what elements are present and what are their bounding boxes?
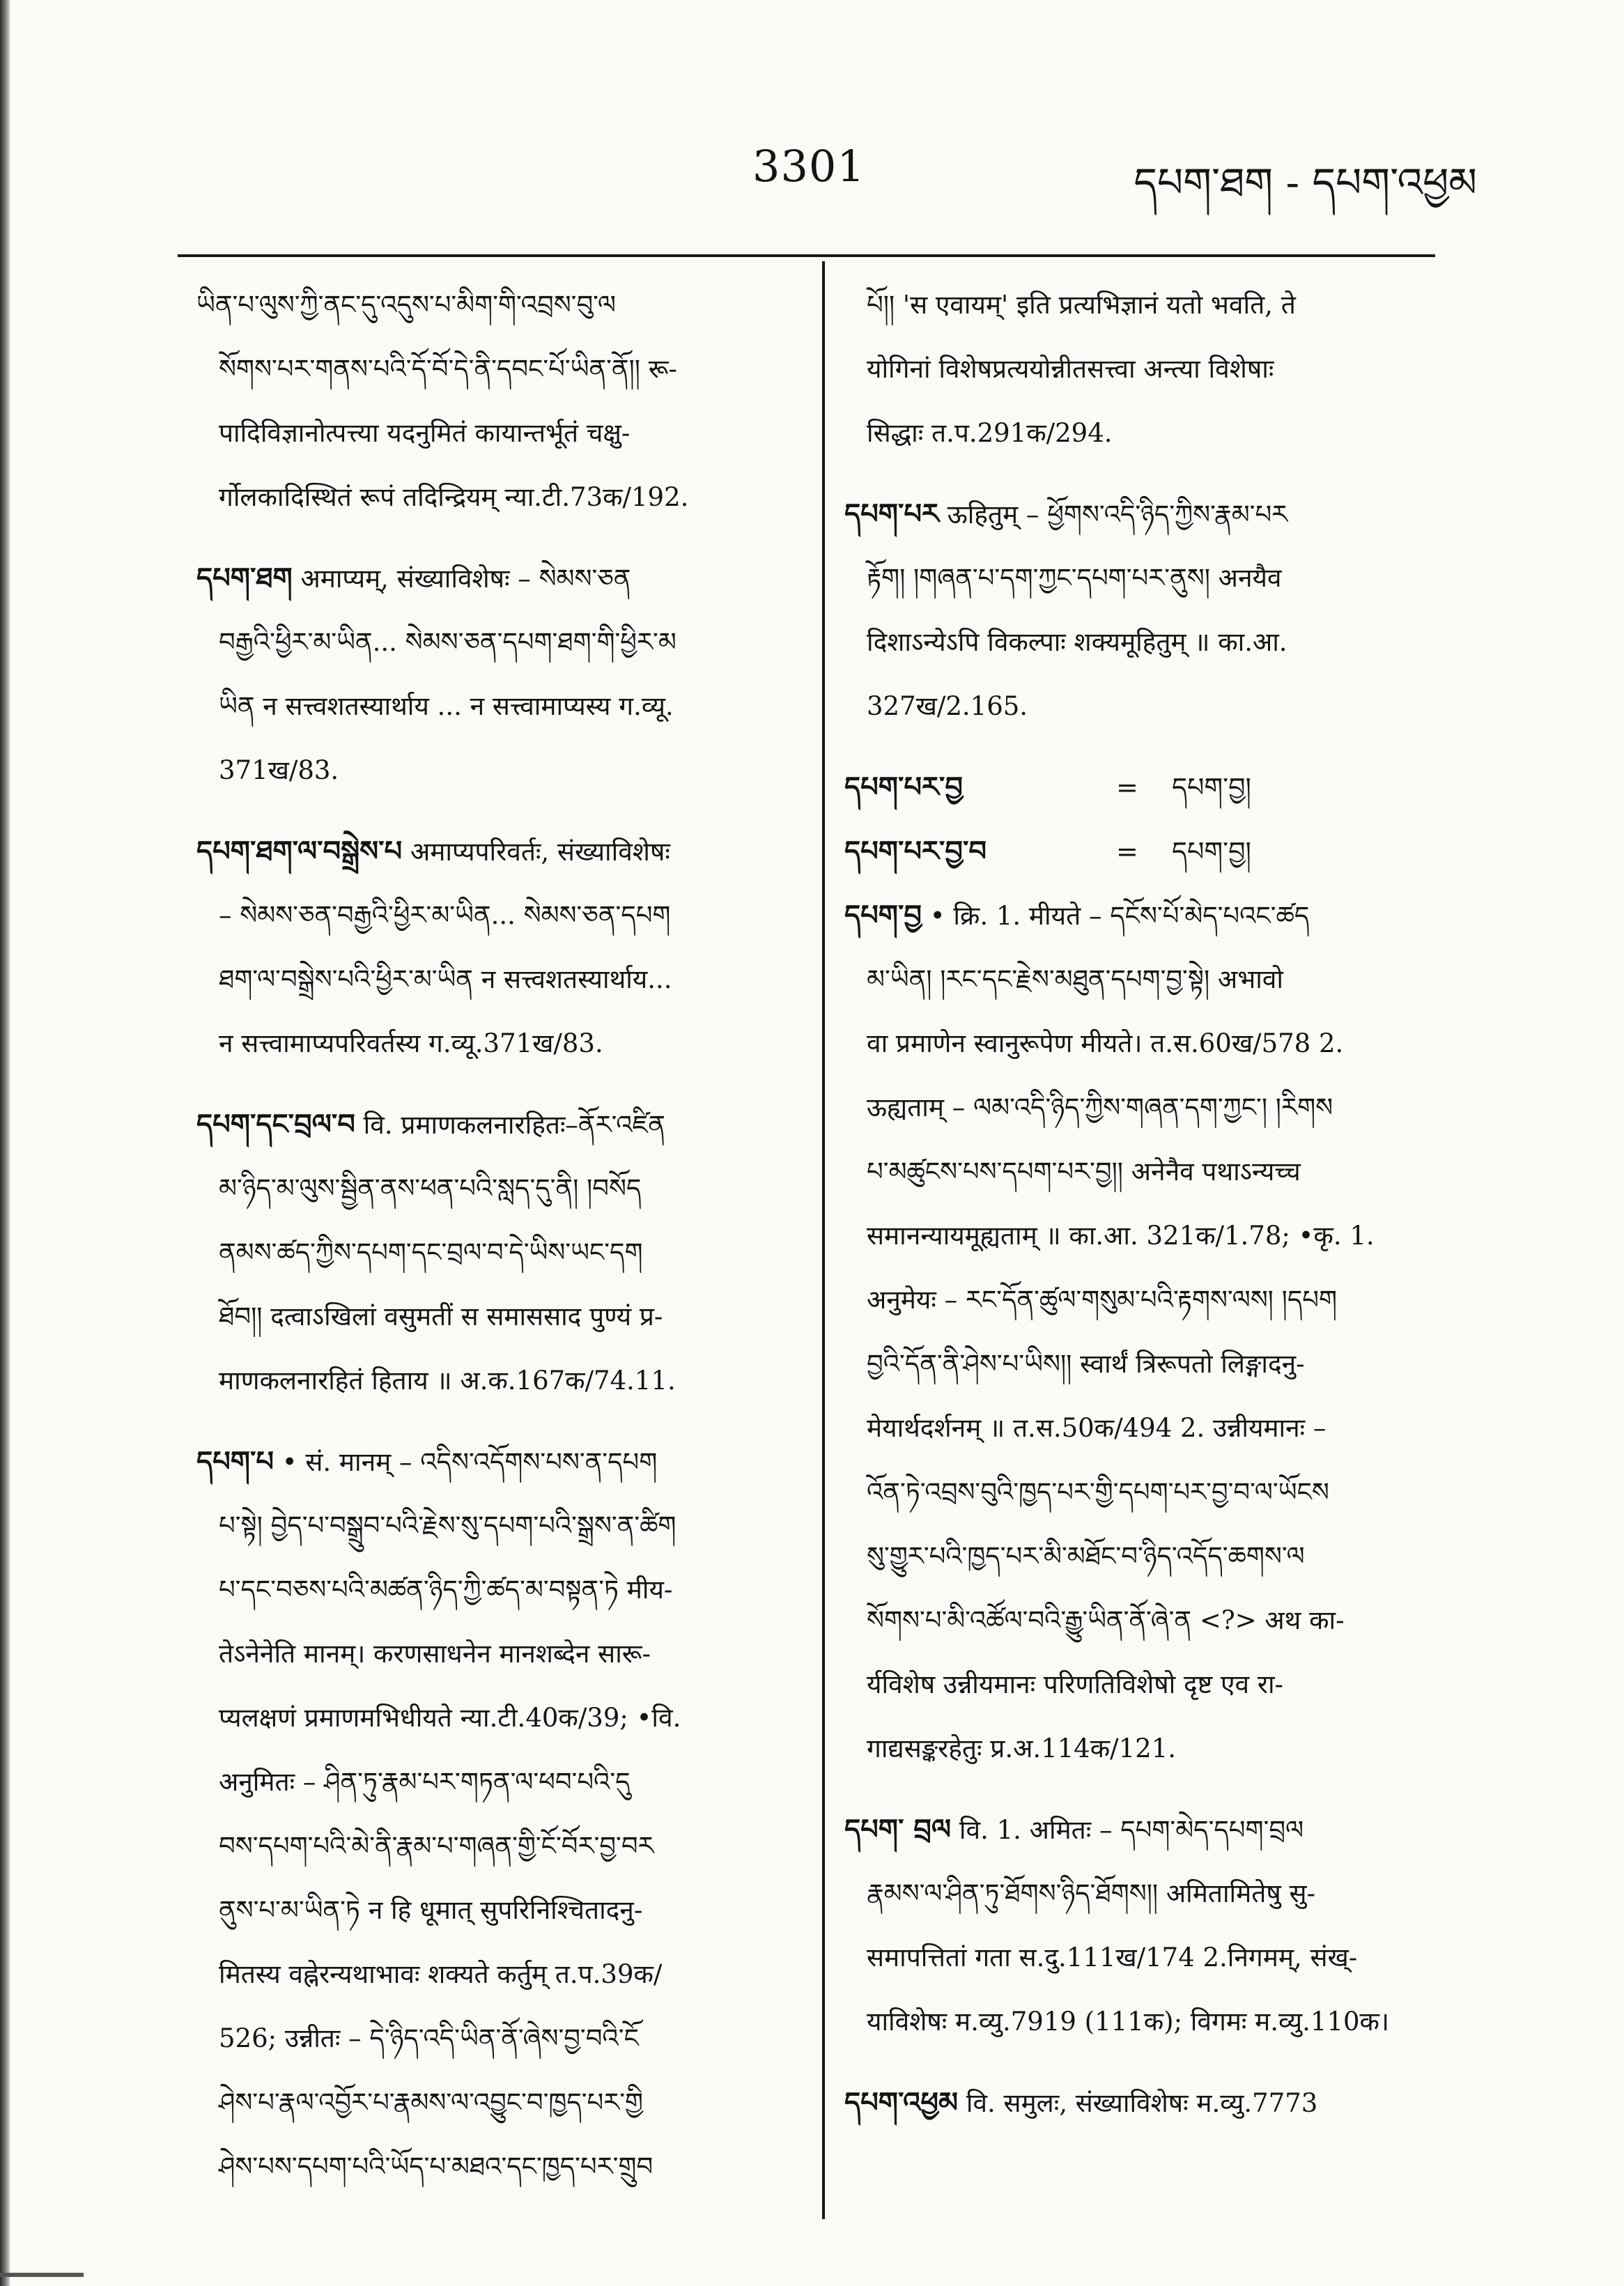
entry-text-line <box>196 1814 799 1878</box>
entry-headline <box>196 819 799 883</box>
entry-text-line <box>844 1140 1457 1204</box>
entry-text-line <box>196 610 799 674</box>
entry-gap <box>844 1781 1457 1798</box>
entry-text-line <box>196 1012 799 1076</box>
entry-text: समापत्तितां गता स.दु.111ख/174 2.निगमम्, संख्- <box>867 1943 1358 1972</box>
entry-text-line <box>844 1589 1457 1653</box>
entry-text: अनुमेयः – རང་དོན་ཚུལ་གསུམ་པའི་རྟགས་ལས། །དཔག <box>867 1285 1338 1315</box>
entry-text-line <box>196 1558 799 1622</box>
entry-text-line <box>196 1878 799 1943</box>
entry-text-line <box>196 1349 799 1413</box>
entry-text-line <box>844 401 1457 465</box>
cross-reference-entry <box>844 819 1457 883</box>
entry-text: ऊहितुम् – ཕྱོགས་འདི་ཉིད་ཀྱིས་རྣམ་པར <box>938 500 1288 530</box>
entry-text: अमाप्यपरिवर्तः, संख्याविशेषः <box>402 837 670 867</box>
entry-text: माणकलनारहितं हिताय ॥ अ.क.167क/74.11. <box>219 1366 676 1396</box>
entry-text: अमाप्यम्, संख्याविशेषः – སེམས་ཅན <box>292 564 631 594</box>
entry-text-line <box>844 273 1457 337</box>
entry-text-line <box>844 337 1457 401</box>
entry-text: न सत्त्वामाप्यपरिवर्तस्य ग.व्यू.371ख/83. <box>219 1028 603 1058</box>
entry-text: समानन्यायमूह्यताम् ॥ का.आ. 321क/1.78; •कृ. 1. <box>867 1221 1375 1251</box>
entry-text: བས་དཔག་པའི་མེ་ནི་རྣམ་པ་གཞན་གྱི་ངོ་བོར་བྱ་བར <box>219 1831 654 1861</box>
entry-text: སོགས་པར་གནས་པའི་དོ་བོ་དེ་ནི་དབང་པོ་ཡིན་ནོ།། रू- <box>219 354 678 384</box>
entry-text-line <box>196 2071 799 2135</box>
headword: དཔག་པར་བྱ <box>844 771 963 803</box>
entry-text: 327ख/2.165. <box>867 691 1028 721</box>
entry-text-line <box>844 1012 1457 1076</box>
scan-edge-shadow <box>0 0 10 2286</box>
equals-sign: = <box>1116 836 1138 867</box>
entry-text-line <box>844 1204 1457 1268</box>
headword: དཔག་པར་བྱ་བ <box>844 835 987 867</box>
entry-text-line <box>844 674 1457 739</box>
entry-text: རྟོག། །གཞན་པ་དག་ཀྱང་དཔག་པར་ནུས། अनयैव <box>867 563 1282 593</box>
entry-headline <box>844 2071 1457 2135</box>
entry-text-line <box>196 948 799 1012</box>
header-rule <box>178 254 1435 257</box>
entry-text: अनुमितः – ཤིན་ཏུ་རྣམ་པར་གཏན་ལ་ཕབ་པའི་དུ <box>219 1767 631 1797</box>
entry-text-line <box>196 1750 799 1814</box>
entry-text: འོན་ཏེ་འབྲས་བུའི་ཁྱད་པར་གྱི་དཔག་པར་བྱ་བ་ལ་ཡོངས <box>867 1477 1329 1507</box>
cross-reference-target: དཔག་བྱ། <box>1172 772 1251 803</box>
entry-text: सिद्धाः त.प.291क/294. <box>867 418 1113 448</box>
entry-text-line <box>844 1524 1457 1589</box>
entry-text: र्यविशेष उन्नीयमानः परिणतिविशेषो दृष्ट एव रा- <box>867 1669 1284 1699</box>
entry-text-line <box>844 1862 1457 1926</box>
headword: དཔག་ བྲལ <box>844 1813 952 1846</box>
headword: དཔག་བྱ <box>844 899 922 932</box>
entry-text-line <box>844 1268 1457 1332</box>
entry-text: गाद्यसङ्करहेतुः प्र.अ.114क/121. <box>867 1733 1176 1763</box>
headword: དཔག་འཕྱམ <box>844 2086 959 2119</box>
entry-text-line <box>196 739 799 803</box>
entry-text-line <box>196 2007 799 2071</box>
entry-text-line <box>196 1494 799 1558</box>
entry-text: མ་ཡིན། །རང་དང་རྗེས་མཐུན་དཔག་བྱ་སྟེ། अभावो <box>867 964 1283 994</box>
entry-text: वि. समुलः, संख्याविशेषः म.व्यु.7773 <box>958 2088 1318 2118</box>
entry-headline <box>844 883 1457 948</box>
entry-text: རྣམས་ལ་ཤིན་ཏུ་ཐོགས་ཉིད་ཐོགས།། अमितामितेषु सु- <box>867 1878 1316 1908</box>
page-header <box>0 132 1624 209</box>
cross-reference-entry <box>844 755 1457 819</box>
headword: དཔག་ཐག་ལ་བསྒྲེས་པ <box>196 835 403 867</box>
entry-text: वि. प्रमाणकलनारहितः–ནོར་འཛིན <box>355 1110 665 1140</box>
entry-text-line <box>196 1622 799 1686</box>
entry-text-line <box>844 546 1457 610</box>
entry-text: ཡིན་པ་ལུས་ཀྱི་ནང་དུ་འདུས་པ་མིག་གི་འབྲས་བུ་ལ <box>196 290 616 320</box>
equals-sign: = <box>1116 772 1138 803</box>
entry-text-line <box>196 1157 799 1221</box>
running-head: དཔག་ཐག - དཔག་འཕྱམ <box>1134 159 1477 206</box>
cross-reference-target: དཔག་བྱ། <box>1172 836 1251 867</box>
entry-text: याविशेषः म.व्यु.7919 (111क); विगमः म.व्यु.110क। <box>867 2007 1389 2037</box>
entry-text: प्यलक्षणं प्रमाणमभिधीयते न्या.टी.40क/39; •वि. <box>219 1703 681 1733</box>
entry-text: 371ख/83. <box>219 755 339 785</box>
entry-gap <box>196 530 799 546</box>
entry-text: པ་མཚུངས་པས་དཔག་པར་བྱ།། अनेनैव पथाऽन्यच्च <box>867 1157 1301 1187</box>
headword: དཔག་པ <box>196 1445 274 1478</box>
entry-text: • सं. मानम् – འདིས་འདོགས་པས་ན་དཔག <box>274 1447 658 1477</box>
entry-text-line <box>196 2135 799 2199</box>
entry-text: वि. 1. अमितः – དཔག་མེད་དཔག་བྲལ <box>951 1815 1304 1845</box>
entry-headline <box>196 1430 799 1494</box>
headword: དཔག་པར <box>844 497 939 530</box>
entry-text-line <box>844 1717 1457 1781</box>
column-divider <box>822 261 825 2219</box>
entry-text-line <box>196 1221 799 1285</box>
entry-text-line <box>196 674 799 739</box>
entry-text-line <box>844 1332 1457 1396</box>
entry-text-line <box>844 1076 1457 1140</box>
entry-headline <box>844 1798 1457 1862</box>
entry-text-line <box>196 337 799 401</box>
entry-gap <box>844 739 1457 755</box>
entry-text-line <box>844 948 1457 1012</box>
entry-text: ऊह्यताम् – ལམ་འདི་ཉིད་ཀྱིས་གཞན་དག་ཀྱང་། །རིགས <box>867 1092 1333 1122</box>
entry-text: ཐོབ།། दत्वाऽखिलां वसुमतीं स समाससाद पुण्यं प्र- <box>219 1302 663 1331</box>
entry-gap <box>196 1076 799 1092</box>
entry-headline <box>196 546 799 610</box>
entry-text: योगिनां विशेषप्रत्ययोन्नीतसत्त्वा अन्त्या विशेषाः <box>867 354 1274 384</box>
entry-text: ཤེས་པ་རྣལ་འབྱོར་པ་རྣམས་ལ་འབྱུང་བ་ཁྱད་པར་གྱི <box>219 2087 644 2117</box>
entry-text: मेयार्थदर्शनम् ॥ त.स.50क/494 2. उन्नीयमानः – <box>867 1413 1327 1443</box>
entry-text: མ་ཉིད་མ་ལུས་སྦྱིན་ནས་ཕན་པའི་སླད་དུ་ནི། །བསོད <box>219 1173 642 1203</box>
right-column <box>844 273 1457 2224</box>
entry-text: तेऽनेनेति मानम्। करणसाधनेन मानशब्देन सारू- <box>219 1639 651 1669</box>
entry-text: दिशाऽन्येऽपि विकल्पाः शक्यमूहितुम् ॥ का.आ. <box>867 627 1287 657</box>
entry-text-line <box>196 1686 799 1750</box>
entry-text-line <box>196 883 799 948</box>
entry-headline <box>196 1092 799 1157</box>
entry-text-line <box>196 1285 799 1349</box>
entry-text-line <box>196 273 799 337</box>
entry-text: བྱའི་དོན་ནི་ཤེས་པ་ཡིས།། स्वार्थं त्रिरूपतो लिङ्गादनु- <box>867 1349 1305 1379</box>
headword: དཔག་དང་བྲལ་བ <box>196 1108 355 1141</box>
entry-text-line <box>844 1396 1457 1460</box>
entry-text: པ་དང་བཅས་པའི་མཚན་ཉིད་ཀྱི་ཚད་མ་བསྟན་ཏེ मीय- <box>219 1575 673 1605</box>
entry-text: र्गोलकादिस्थितं रूपं तदिन्द्रियम् न्या.टी.73क/192. <box>219 482 689 512</box>
headword: དཔག་ཐག <box>196 562 293 594</box>
entry-text: པ་སྟེ། བྱེད་པ་བསྒྲུབ་པའི་རྗེས་སུ་དཔག་པའི་སྒྲས་ན་ཚིག <box>219 1511 676 1540</box>
entry-text: • क्रि. 1. मीयते – དངོས་པོ་མེད་པའང་ཚད <box>922 901 1310 931</box>
entry-text-line <box>196 401 799 465</box>
entry-gap <box>196 803 799 819</box>
entry-text-line <box>844 1990 1457 2054</box>
entry-text: སུ་གྱུར་པའི་ཁྱད་པར་མི་མཐོང་བ་ཉིད་འདོད་ཆགས་ལ <box>867 1541 1305 1571</box>
entry-gap <box>196 1413 799 1430</box>
entry-gap <box>844 465 1457 482</box>
entry-text: पादिविज्ञानोत्पत्त्या यदनुमितं कायान्तर्भूतं चक्षु- <box>219 418 631 448</box>
entry-text-line <box>844 1460 1457 1524</box>
left-column <box>196 273 799 2224</box>
page-number: 3301 <box>752 141 865 192</box>
entry-text: ཤེས་པས་དཔག་པའི་ཡོད་པ་མཐའ་དང་ཁྱད་པར་གྲུབ <box>219 2152 654 2181</box>
entry-text: ནམས་ཚད་ཀྱིས་དཔག་དང་བྲལ་བ་དེ་ཡིས་ཡང་དག <box>219 1237 643 1267</box>
entry-headline <box>844 482 1457 546</box>
entry-text: ནུས་པ་མ་ཡིན་ཏེ न हि धूमात् सुपरिनिश्चितादनु- <box>219 1895 643 1925</box>
entry-text: वा प्रमाणेन स्वानुरूपेण मीयते। त.स.60ख/578 2. <box>867 1028 1344 1058</box>
entry-text-line <box>844 610 1457 674</box>
entry-text: སོགས་པ་མི་འཚོལ་བའི་རྒྱུ་ཡིན་ནོ་ཞེ་ན <?> अथ का- <box>867 1605 1345 1635</box>
entry-text: བརྒྱའི་ཕྱིར་མ་ཡིན... སེམས་ཅན་དཔག་ཐག་གི་ཕྱིར་མ <box>219 627 676 657</box>
entry-text: པོ།། 'स एवायम्' इति प्रत्यभिज्ञानं यतो भवति, ते <box>867 290 1296 320</box>
entry-text-line <box>844 1653 1457 1717</box>
entry-text-line <box>196 1943 799 2007</box>
entry-text: ཐག་ལ་བསྒྲེས་པའི་ཕྱིར་མ་ཡིན न सत्त्वशतस्यार्थाय... <box>219 964 672 994</box>
entry-text: 526; उन्नीतः – དེ་ཉིད་འདི་ཡིན་ནོ་ཞེས་བྱ་བའི་ངོ <box>219 2023 639 2053</box>
entry-text: – སེམས་ཅན་བརྒྱའི་ཕྱིར་མ་ཡིན... སེམས་ཅན་དཔག <box>219 900 671 930</box>
entry-gap <box>844 2054 1457 2071</box>
entry-text-line <box>196 465 799 530</box>
entry-text: ཡིན न सत्त्वशतस्यार्थाय ... न सत्त्वामाप्यस्य ग.व्यू. <box>219 691 674 721</box>
entry-text-line <box>844 1926 1457 1990</box>
entry-text: मितस्य वह्नेरन्यथाभावः शक्यते कर्तुम् त.प.39क/ <box>219 1959 663 1989</box>
scan-bottom-mark <box>0 2273 84 2277</box>
